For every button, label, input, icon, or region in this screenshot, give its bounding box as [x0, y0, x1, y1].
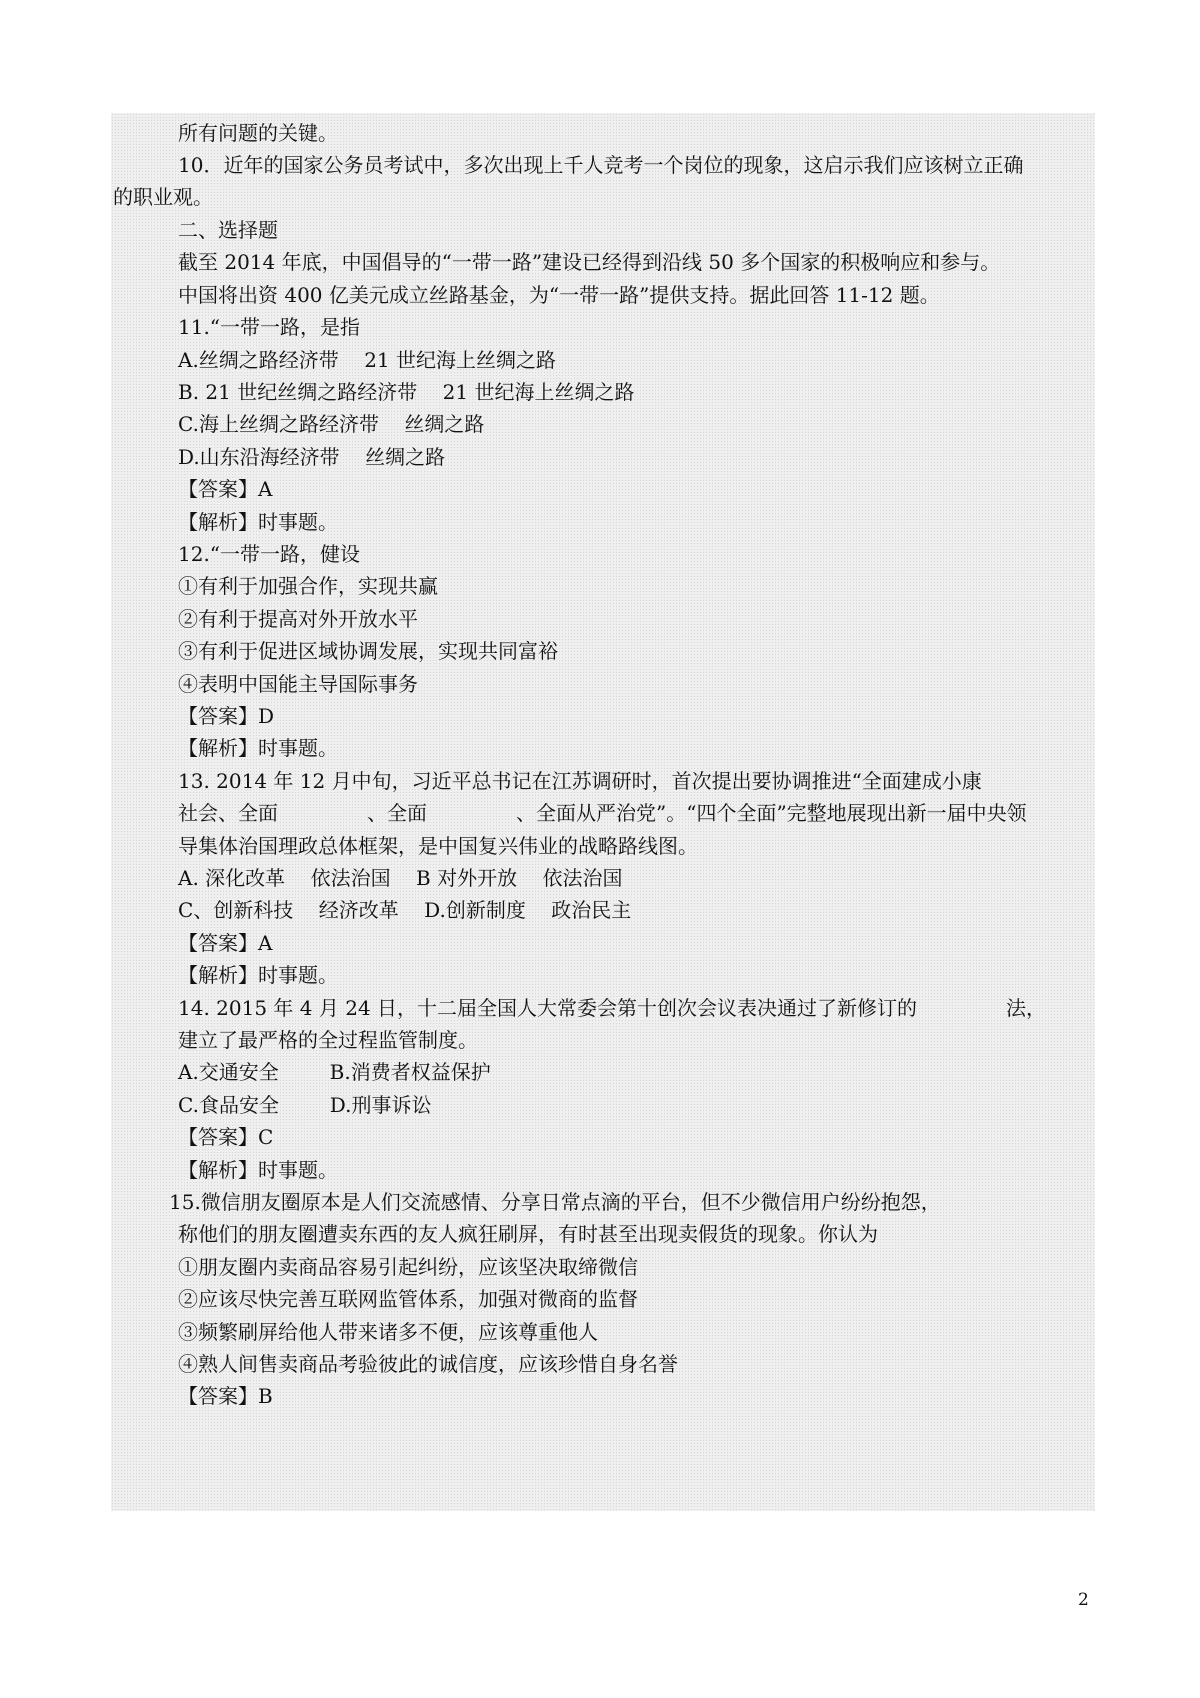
- option-line: ④熟人间售卖商品考验彼此的诚信度，应该珍惜自身名誉: [178, 1352, 678, 1376]
- option-line: ③有利于促进区域协调发展，实现共同富裕: [178, 639, 558, 663]
- option-line: ①有利于加强合作，实现共赢: [178, 574, 438, 598]
- question-stem: 建立了最严格的全过程监管制度。: [178, 1028, 478, 1052]
- option-line: D.山东沿海经济带 丝绸之路: [178, 445, 446, 469]
- text-line: 的职业观。: [113, 185, 213, 209]
- option-line: ②有利于提高对外开放水平: [178, 607, 418, 631]
- analysis-line: 【解析】时事题。: [178, 510, 338, 534]
- text-line: 所有问题的关键。: [178, 121, 338, 145]
- question-stem: 12.“一带一路，健设: [178, 542, 361, 566]
- option-line: C、创新科技 经济改革 D.创新制度 政治民主: [178, 898, 632, 922]
- option-line: A. 深化改革 依法治国 B 对外开放 依法治国: [178, 866, 623, 890]
- question-stem: 14. 2015 年 4 月 24 日，十二届全国人大常委会第十创次会议表决通过了新修订的 法，: [178, 996, 1047, 1020]
- answer-line: 【答案】C: [178, 1125, 274, 1149]
- option-line: ②应该尽快完善互联网监管体系，加强对微商的监督: [178, 1287, 638, 1311]
- answer-line: 【答案】D: [178, 704, 275, 728]
- question-stem: 导集体治国理政总体框架，是中国复兴伟业的战略路线图。: [178, 834, 698, 858]
- answer-line: 【答案】B: [178, 1384, 273, 1408]
- question-stem: 社会、全面 、全面 、全面从严治党”。“四个全面”完整地展现出新一届中央领: [178, 801, 1027, 825]
- page-number: 2: [1078, 1590, 1089, 1610]
- option-line: C.海上丝绸之路经济带 丝绸之路: [178, 412, 485, 436]
- analysis-line: 【解析】时事题。: [178, 963, 338, 987]
- question-stem: 13. 2014 年 12 月中旬，习近平总书记在江苏调研时，首次提出要协调推进“全面建成小康: [178, 769, 982, 793]
- option-line: B. 21 世纪丝绸之路经济带 21 世纪海上丝绸之路: [178, 380, 635, 404]
- answer-line: 【答案】A: [178, 931, 273, 955]
- text-line: 中国将出资 400 亿美元成立丝路基金，为“一带一路”提供支持。据此回答 11-12 题。: [178, 283, 940, 307]
- text-line: 截至 2014 年底，中国倡导的“一带一路”建设已经得到沿线 50 多个国家的积极响应和参与。: [178, 250, 1001, 274]
- analysis-line: 【解析】时事题。: [178, 736, 338, 760]
- document-body: [111, 113, 1095, 1511]
- analysis-line: 【解析】时事题。: [178, 1158, 338, 1182]
- option-line: ③频繁刷屏给他人带来诸多不便，应该尊重他人: [178, 1320, 598, 1344]
- text-line: 10．近年的国家公务员考试中，多次出现上千人竞考一个岗位的现象，这启示我们应该树立正确: [178, 153, 1024, 177]
- option-line: A.交通安全 B.消费者权益保护: [178, 1060, 491, 1084]
- question-stem: 11.“一带一路，是指: [178, 315, 361, 339]
- option-line: C.食品安全 D.刑事诉讼: [178, 1093, 432, 1117]
- option-line: ①朋友圈内卖商品容易引起纠纷，应该坚决取缔微信: [178, 1255, 638, 1279]
- question-stem: 称他们的朋友圈遭卖东西的友人疯狂刷屏，有时甚至出现卖假货的现象。你认为: [178, 1222, 878, 1246]
- question-stem: 15.微信朋友圈原本是人们交流感情、分享日常点滴的平台，但不少微信用户纷纷抱怨，: [169, 1190, 941, 1214]
- option-line: A.丝绸之路经济带 21 世纪海上丝绸之路: [178, 348, 557, 372]
- section-heading: 二、选择题: [178, 218, 278, 242]
- answer-line: 【答案】A: [178, 477, 273, 501]
- option-line: ④表明中国能主导国际事务: [178, 672, 418, 696]
